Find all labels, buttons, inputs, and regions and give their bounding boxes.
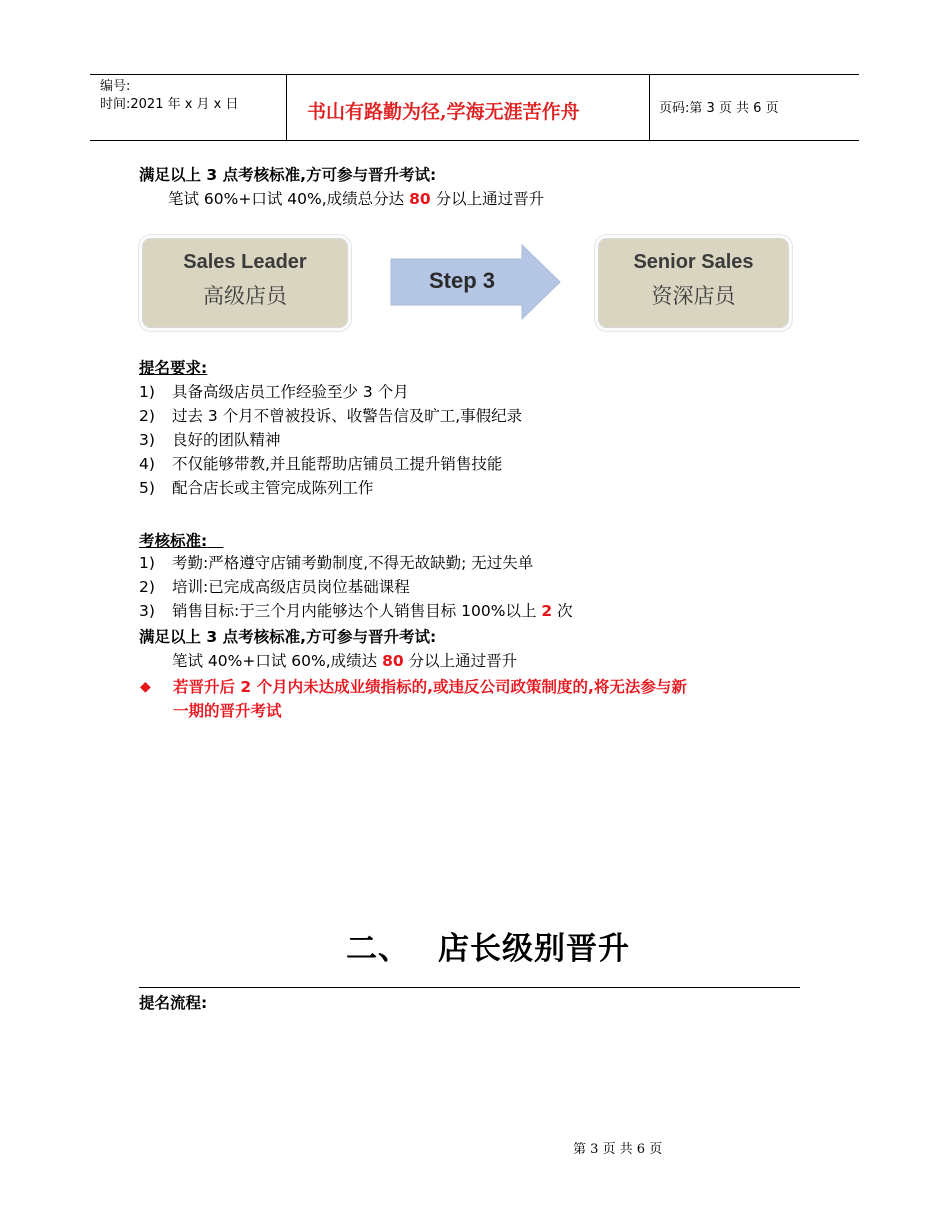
intro-exam-score: 80 xyxy=(409,190,431,208)
step-label: Step 3 xyxy=(429,268,496,293)
header-bottom-border xyxy=(90,140,859,141)
nomination-heading: 提名要求: xyxy=(139,359,208,377)
from-role-box xyxy=(142,238,348,328)
intro-exam-prefix: 笔试 60%+口试 40%,成绩总分达 xyxy=(168,190,410,208)
header-top-border xyxy=(90,74,859,75)
assessment-condition-heading: 满足以上 3 点考核标准,方可参与晋升考试: xyxy=(139,628,437,646)
assessment-exam-score: 80 xyxy=(382,652,404,670)
section-rule xyxy=(139,987,800,988)
intro-exam-line xyxy=(168,187,544,211)
header-time-label: 时间:2021 年 x 月 x 日 xyxy=(100,97,239,112)
header-divider xyxy=(649,75,650,141)
warning-line-2: 一期的晋升考试 xyxy=(173,702,282,720)
assessment-exam-line: 笔试 40%+口试 60%,成绩达 80 分以上通过晋升 xyxy=(172,652,518,670)
list-item: 5) 配合店长或主管完成陈列工作 xyxy=(139,479,374,497)
intro-exam-suffix: 分以上通过晋升 xyxy=(430,190,545,208)
assessment-heading: 考核标准: xyxy=(139,532,208,550)
warning-line-1: 若晋升后 2 个月内未达成业绩指标的,或违反公司政策制度的,将无法参与新 xyxy=(173,678,687,696)
list-item: 2) 过去 3 个月不曾被投诉、收警告信及旷工,事假纪录 xyxy=(139,407,523,425)
header-number-label: 编号: xyxy=(100,79,131,94)
from-role-cn: 高级店员 xyxy=(203,284,287,308)
diamond-bullet-icon: ◆ xyxy=(140,679,151,695)
section-title: 店长级别晋升 xyxy=(438,931,630,967)
sales-target-count: 2 xyxy=(541,602,553,620)
header-motto: 书山有路勤为径,学海无涯苦作舟 xyxy=(307,101,580,123)
nomination-process-heading: 提名流程: xyxy=(139,994,208,1012)
list-item: 4) 不仅能够带教,并且能帮助店铺员工提升销售技能 xyxy=(139,455,503,473)
list-item: 3) 销售目标:于三个月内能够达个人销售目标 100%以上 2 次 xyxy=(139,602,573,620)
nomination-list xyxy=(139,380,522,500)
list-item: 3) 良好的团队精神 xyxy=(139,431,281,449)
list-item: 2) 培训:已完成高级店员岗位基础课程 xyxy=(139,578,410,596)
intro-condition-heading: 满足以上 3 点考核标准,方可参与晋升考试: xyxy=(139,166,437,184)
from-role-en: Sales Leader xyxy=(183,251,307,273)
list-item: 1) 具备高级店员工作经验至少 3 个月 xyxy=(139,383,409,401)
to-role-cn: 资深店员 xyxy=(651,284,736,308)
assessment-list xyxy=(139,551,573,623)
list-item: 1) 考勤:严格遵守店铺考勤制度,不得无故缺勤; 无过失单 xyxy=(139,554,534,572)
to-role-en: Senior Sales xyxy=(633,251,754,273)
header-page-label: 页码:第 3 页 共 6 页 xyxy=(659,101,779,116)
section-number: 二、 xyxy=(346,931,410,967)
page-footer: 第 3 页 共 6 页 xyxy=(573,1142,663,1157)
to-role-box xyxy=(598,238,789,328)
header-divider xyxy=(286,75,287,141)
